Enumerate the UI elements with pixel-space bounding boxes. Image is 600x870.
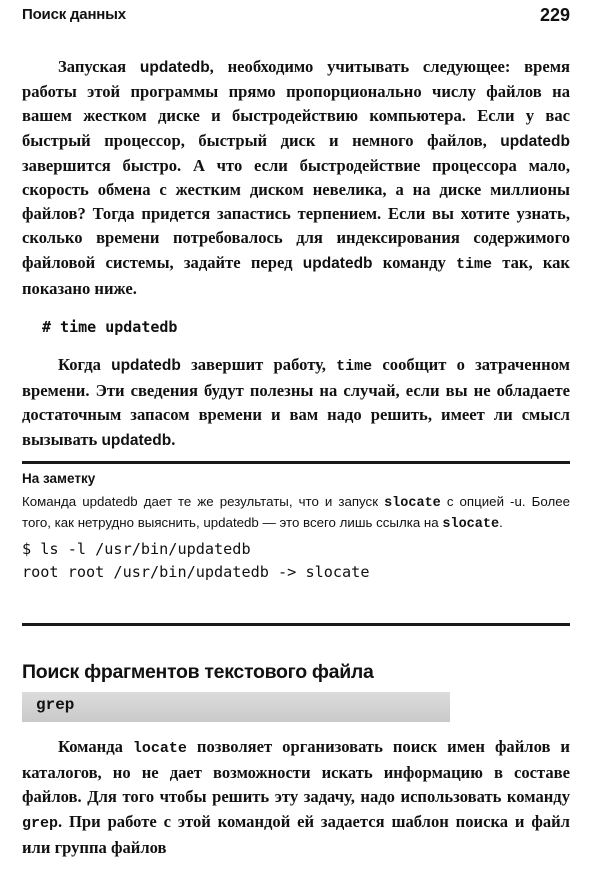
running-header <box>22 6 570 30</box>
note-box <box>22 471 570 584</box>
p1-text-4: команду <box>372 252 457 272</box>
p1-text-5: так, как показано ниже. <box>22 252 570 298</box>
note-text <box>22 492 570 535</box>
note-code-line-1: $ ls -l /usr/bin/updatedb <box>22 539 251 558</box>
p2-text-1: Когда <box>58 355 112 374</box>
note-text-3: . <box>499 515 503 531</box>
p2-command-updatedb-2: updatedb <box>101 431 172 449</box>
p3-text-2: позволяет организовать поиск имен файлов и каталогов, но не дает возможности искать информацию в составе файлов. Для того чтобы решить эту задачу, надо использовать команду <box>22 737 570 807</box>
paragraph-time-output <box>22 353 570 453</box>
p1-command-time: time <box>456 255 493 273</box>
paragraph-updatedb-timing <box>22 55 570 301</box>
header-section-title: Поиск данных <box>22 6 126 23</box>
page-number: 229 <box>539 5 570 25</box>
p2-text-3: сообщит о затраченном времени. Эти сведения будут полезны на случай, если вы не обладаете достаточным запасом времени и вам надо решить, имеет ли смысл вызывать <box>22 355 570 449</box>
command-tag-box <box>22 692 450 722</box>
note-top-rule <box>22 461 570 464</box>
note-code-block <box>22 538 570 584</box>
paragraph-locate-grep <box>22 735 570 860</box>
section-heading: Поиск фрагментов текстового файла <box>22 661 374 683</box>
p1-command-updatedb-2: updatedb <box>500 132 570 150</box>
p2-text-4: . <box>171 429 176 449</box>
note-code-line-2: root root /usr/bin/updatedb -> slocate <box>22 562 370 581</box>
note-command-slocate-1: slocate <box>384 496 441 511</box>
note-title: На заметку <box>22 471 96 486</box>
note-command-slocate-2: slocate <box>442 517 500 533</box>
note-bottom-rule <box>22 623 570 626</box>
p1-text-3: завершится быстро. А что если быстродействие процессора мало, скорость обмена с жестким диском невелика, а на диске миллионы файлов? Тогда придется запастись терпением. Если вы хотите узнать, сколько времени потребовалось для индексирования содержимого файловой системы, задайте перед <box>22 155 570 272</box>
p1-text-2: , необходимо учитывать следующее: время работы этой программы прямо пропорционально числу файлов на вашем жестком диске и быстродействию компьютера. Если у вас быстрый процессор, быстрый диск и немного файлов, <box>22 57 570 150</box>
p3-text-3: . При работе с этой командой ей задается шаблон поиска и файл или группа файлов <box>22 811 570 857</box>
command-time-updatedb: # time updatedb <box>42 318 178 336</box>
p3-command-locate: locate <box>132 740 187 757</box>
p1-command-updatedb-3: updatedb <box>302 254 373 272</box>
p3-text-1: Команда <box>58 737 133 756</box>
p1-text-1: Запуская <box>58 57 140 76</box>
note-text-1: Команда updatedb дает те же результаты, что и запуск <box>22 494 385 509</box>
command-tag-grep: grep <box>36 696 75 714</box>
p1-command-updatedb-1: updatedb <box>139 59 210 76</box>
p3-command-grep: grep <box>22 814 59 832</box>
p2-command-updatedb-1: updatedb <box>111 357 181 374</box>
p2-command-time: time <box>336 358 373 375</box>
p2-text-2: завершит работу, <box>180 355 337 374</box>
note-text-2: с опцией -u. Более того, как нетрудно выяснить, updatedb — это всего лишь ссылка на <box>22 494 570 531</box>
